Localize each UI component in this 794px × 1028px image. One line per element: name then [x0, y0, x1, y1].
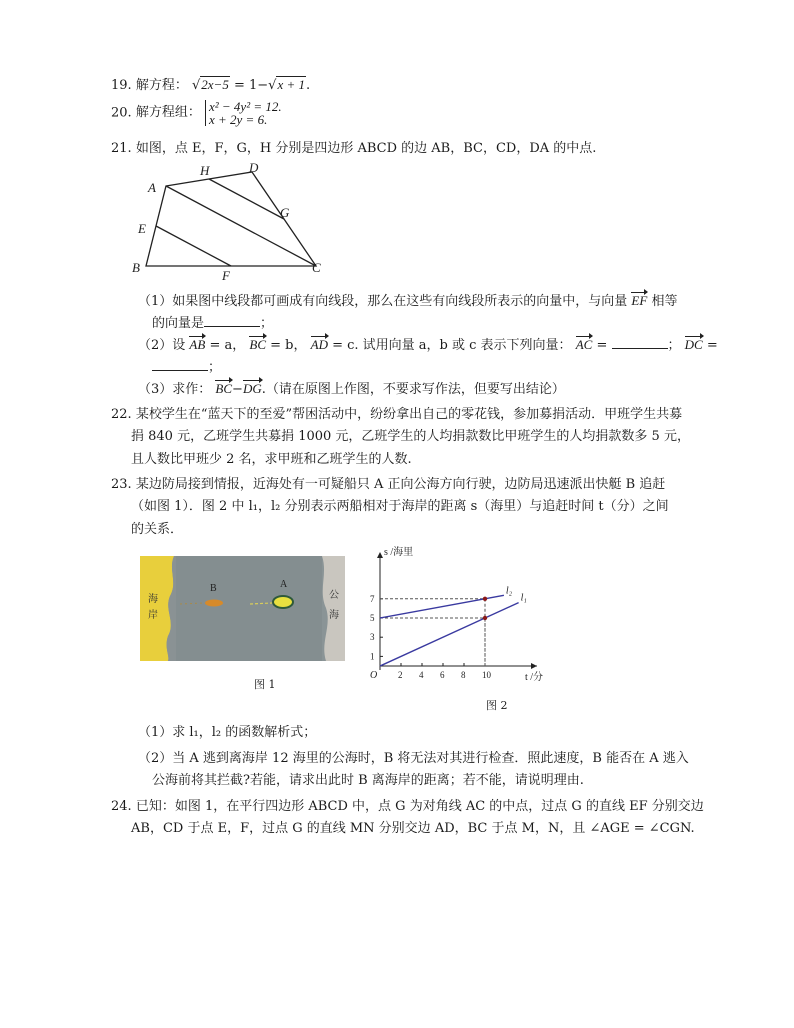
- eq-a: = a，: [205, 338, 246, 353]
- boat-a-label: A: [280, 579, 288, 590]
- x-axis-label: t /分: [525, 672, 544, 683]
- x-tick-label: 4: [419, 670, 424, 680]
- question-23: [111, 476, 665, 494]
- vector-ab: AB: [189, 337, 206, 352]
- quadrilateral-figure: [128, 160, 338, 282]
- label-e: E: [138, 221, 146, 236]
- origin-label: O: [370, 670, 378, 681]
- part-2-text: （2）设: [138, 338, 186, 353]
- sqrt-symbol: √: [191, 78, 201, 93]
- series-label-2: l₂: [505, 585, 513, 597]
- q22-line-3: 且人数比甲班少 2 名，求甲班和乙班学生的人数.: [131, 452, 412, 467]
- q21-part-1: [138, 292, 677, 311]
- eq-sign: =: [592, 338, 612, 353]
- answer-blank[interactable]: [152, 358, 208, 371]
- question-line-1: 已知：如图 1，在平行四边形 ABCD 中，点 G 为对角线 AC 的中点，过点 G 的直线 EF 分别交边: [135, 799, 704, 814]
- figure-1-photo: [140, 556, 345, 661]
- question-number: 24.: [111, 799, 132, 814]
- label-a: A: [148, 180, 156, 195]
- label-g: G: [280, 205, 290, 220]
- sqrt-symbol: √: [268, 78, 277, 93]
- question-number: 19.: [111, 78, 132, 93]
- q23-line-3: 的关系．: [131, 522, 184, 537]
- question-22: [111, 406, 682, 424]
- y-axis-arrow: [377, 552, 383, 558]
- question-number: 23.: [111, 477, 132, 492]
- label-c: C: [312, 260, 321, 275]
- segment-hg: [209, 179, 284, 219]
- vector-ac: AC: [575, 337, 593, 352]
- x-tick-label: 6: [440, 670, 445, 680]
- y-tick-label: 3: [370, 632, 375, 643]
- equation-middle: = 1−: [233, 78, 269, 93]
- semicolon: ；: [667, 338, 681, 353]
- question-21: [111, 140, 596, 158]
- figure-1-caption: 图 1: [254, 678, 276, 691]
- answer-blank[interactable]: [612, 336, 668, 349]
- question-number: 22.: [111, 407, 132, 422]
- q21-part-2-cont: [152, 358, 221, 377]
- question-label: 解方程组：: [135, 105, 201, 120]
- q23-line-2: （如图 1）．图 2 中 l₁，l₂ 分别表示两船相对于海岸的距离 s（海里）与追赶时间 t（分）之间: [131, 499, 669, 514]
- label-d: D: [249, 160, 259, 175]
- q23-sub-2: （2）当 A 逃到离海岸 12 海里的公海时，B 将无法对其进行检查．照此速度，B 能否在 A 逃入: [138, 751, 689, 766]
- x-tick-label: 2: [398, 670, 403, 680]
- data-point: [483, 616, 487, 620]
- question-19: [111, 76, 310, 95]
- eq-c: = c. 试用向量 a，b 或 c 表示下列向量：: [327, 338, 572, 353]
- period: .: [306, 78, 311, 93]
- y-axis-label: s /海里: [384, 547, 414, 558]
- answer-blank[interactable]: [204, 314, 260, 327]
- q21-part-1-cont: [152, 314, 273, 333]
- q24-line-2: AB，CD 于点 E，F，过点 G 的直线 MN 分别交边 AD，BC 于点 M，N，且 ∠AGE = ∠CGN.: [131, 821, 695, 836]
- label-h: H: [200, 163, 210, 178]
- q23-sub-1: （1）求 l₁，l₂ 的函数解析式；: [138, 725, 317, 740]
- part-1-text: （1）如果图中线段都可画成有向线段，那么在这些有向线段所表示的向量中，与向量: [138, 294, 628, 309]
- eq-sign: =: [702, 338, 718, 353]
- segment-ac: [166, 186, 316, 266]
- vector-ef: EF: [631, 293, 648, 308]
- segment-ef: [156, 226, 231, 266]
- part-3-note: .（请在原图上作图，不要求写作法，但要写出结论）: [261, 382, 565, 397]
- part-1-text-end: 相等: [651, 294, 678, 309]
- minus: −: [232, 382, 243, 397]
- y-tick-label: 5: [370, 613, 375, 623]
- radicand-right: x + 1: [277, 77, 306, 92]
- vector-bc: BC: [249, 337, 266, 352]
- equation-1: x² − 4y² = 12.: [208, 99, 282, 114]
- vector-bc: BC: [215, 381, 233, 396]
- boat-b: [205, 600, 223, 607]
- question-24: [111, 798, 704, 816]
- vector-dc: DC: [684, 337, 703, 352]
- part-1-prompt: 的向量是: [152, 316, 205, 331]
- shore-label-2: 岸: [148, 610, 158, 621]
- boat-a: [273, 596, 293, 608]
- q21-part-3: [138, 380, 565, 399]
- figure-2-caption: 图 2: [486, 699, 508, 712]
- eq-b: = b，: [266, 338, 307, 353]
- label-b: B: [132, 260, 140, 275]
- question-number: 20.: [111, 105, 132, 121]
- boat-b-label: B: [210, 583, 217, 594]
- question-text: 如图，点 E，F，G，H 分别是四边形 ABCD 的边 AB，BC，CD，DA 的中点.: [135, 141, 597, 156]
- radicand-left: 2x−5: [201, 77, 229, 92]
- q23-sub-2-cont: 公海前将其拦截?若能，请求出此时 B 离海岸的距离；若不能，请说明理由.: [152, 773, 584, 788]
- figure-2-chart: [360, 542, 600, 692]
- vector-dg: DG: [242, 381, 262, 396]
- equation-2: x + 2y = 6.: [208, 112, 268, 127]
- question-number: 21.: [111, 141, 132, 156]
- y-tick-label: 1: [370, 651, 375, 662]
- shore-label-1: 海: [148, 594, 158, 605]
- semicolon: ；: [260, 316, 274, 331]
- question-label: 解方程：: [135, 78, 188, 93]
- series-label-1: l₁: [520, 592, 527, 604]
- part-3-text: （3）求作：: [138, 382, 212, 397]
- open-sea-label-2: 海: [329, 610, 339, 621]
- q21-part-2: [138, 336, 718, 355]
- question-20: [111, 100, 282, 126]
- question-line-1: 某边防局接到情报，近海处有一可疑船只 A 正向公海方向行驶，边防局迅速派出快艇 B 追赶: [135, 477, 666, 492]
- open-sea-label-1: 公: [329, 590, 339, 601]
- semicolon: ；: [208, 360, 222, 375]
- y-tick-label: 7: [370, 593, 375, 604]
- x-tick-label: 8: [461, 670, 466, 680]
- x-tick-label: 10: [482, 670, 491, 680]
- label-f: F: [222, 268, 230, 282]
- x-axis-arrow: [531, 663, 537, 669]
- vector-ad: AD: [310, 337, 328, 352]
- q22-line-2: 捐 840 元，乙班学生共募捐 1000 元，乙班学生的人均捐款数比甲班学生的人均捐款数多 5 元，: [131, 429, 690, 444]
- series-line-1: [380, 603, 519, 666]
- equation-system: [205, 100, 282, 126]
- data-point: [483, 597, 487, 601]
- question-line-1: 某校学生在“蓝天下的至爱”帮困活动中，纷纷拿出自己的零花钱，参加募捐活动．甲班学生共募: [135, 407, 683, 422]
